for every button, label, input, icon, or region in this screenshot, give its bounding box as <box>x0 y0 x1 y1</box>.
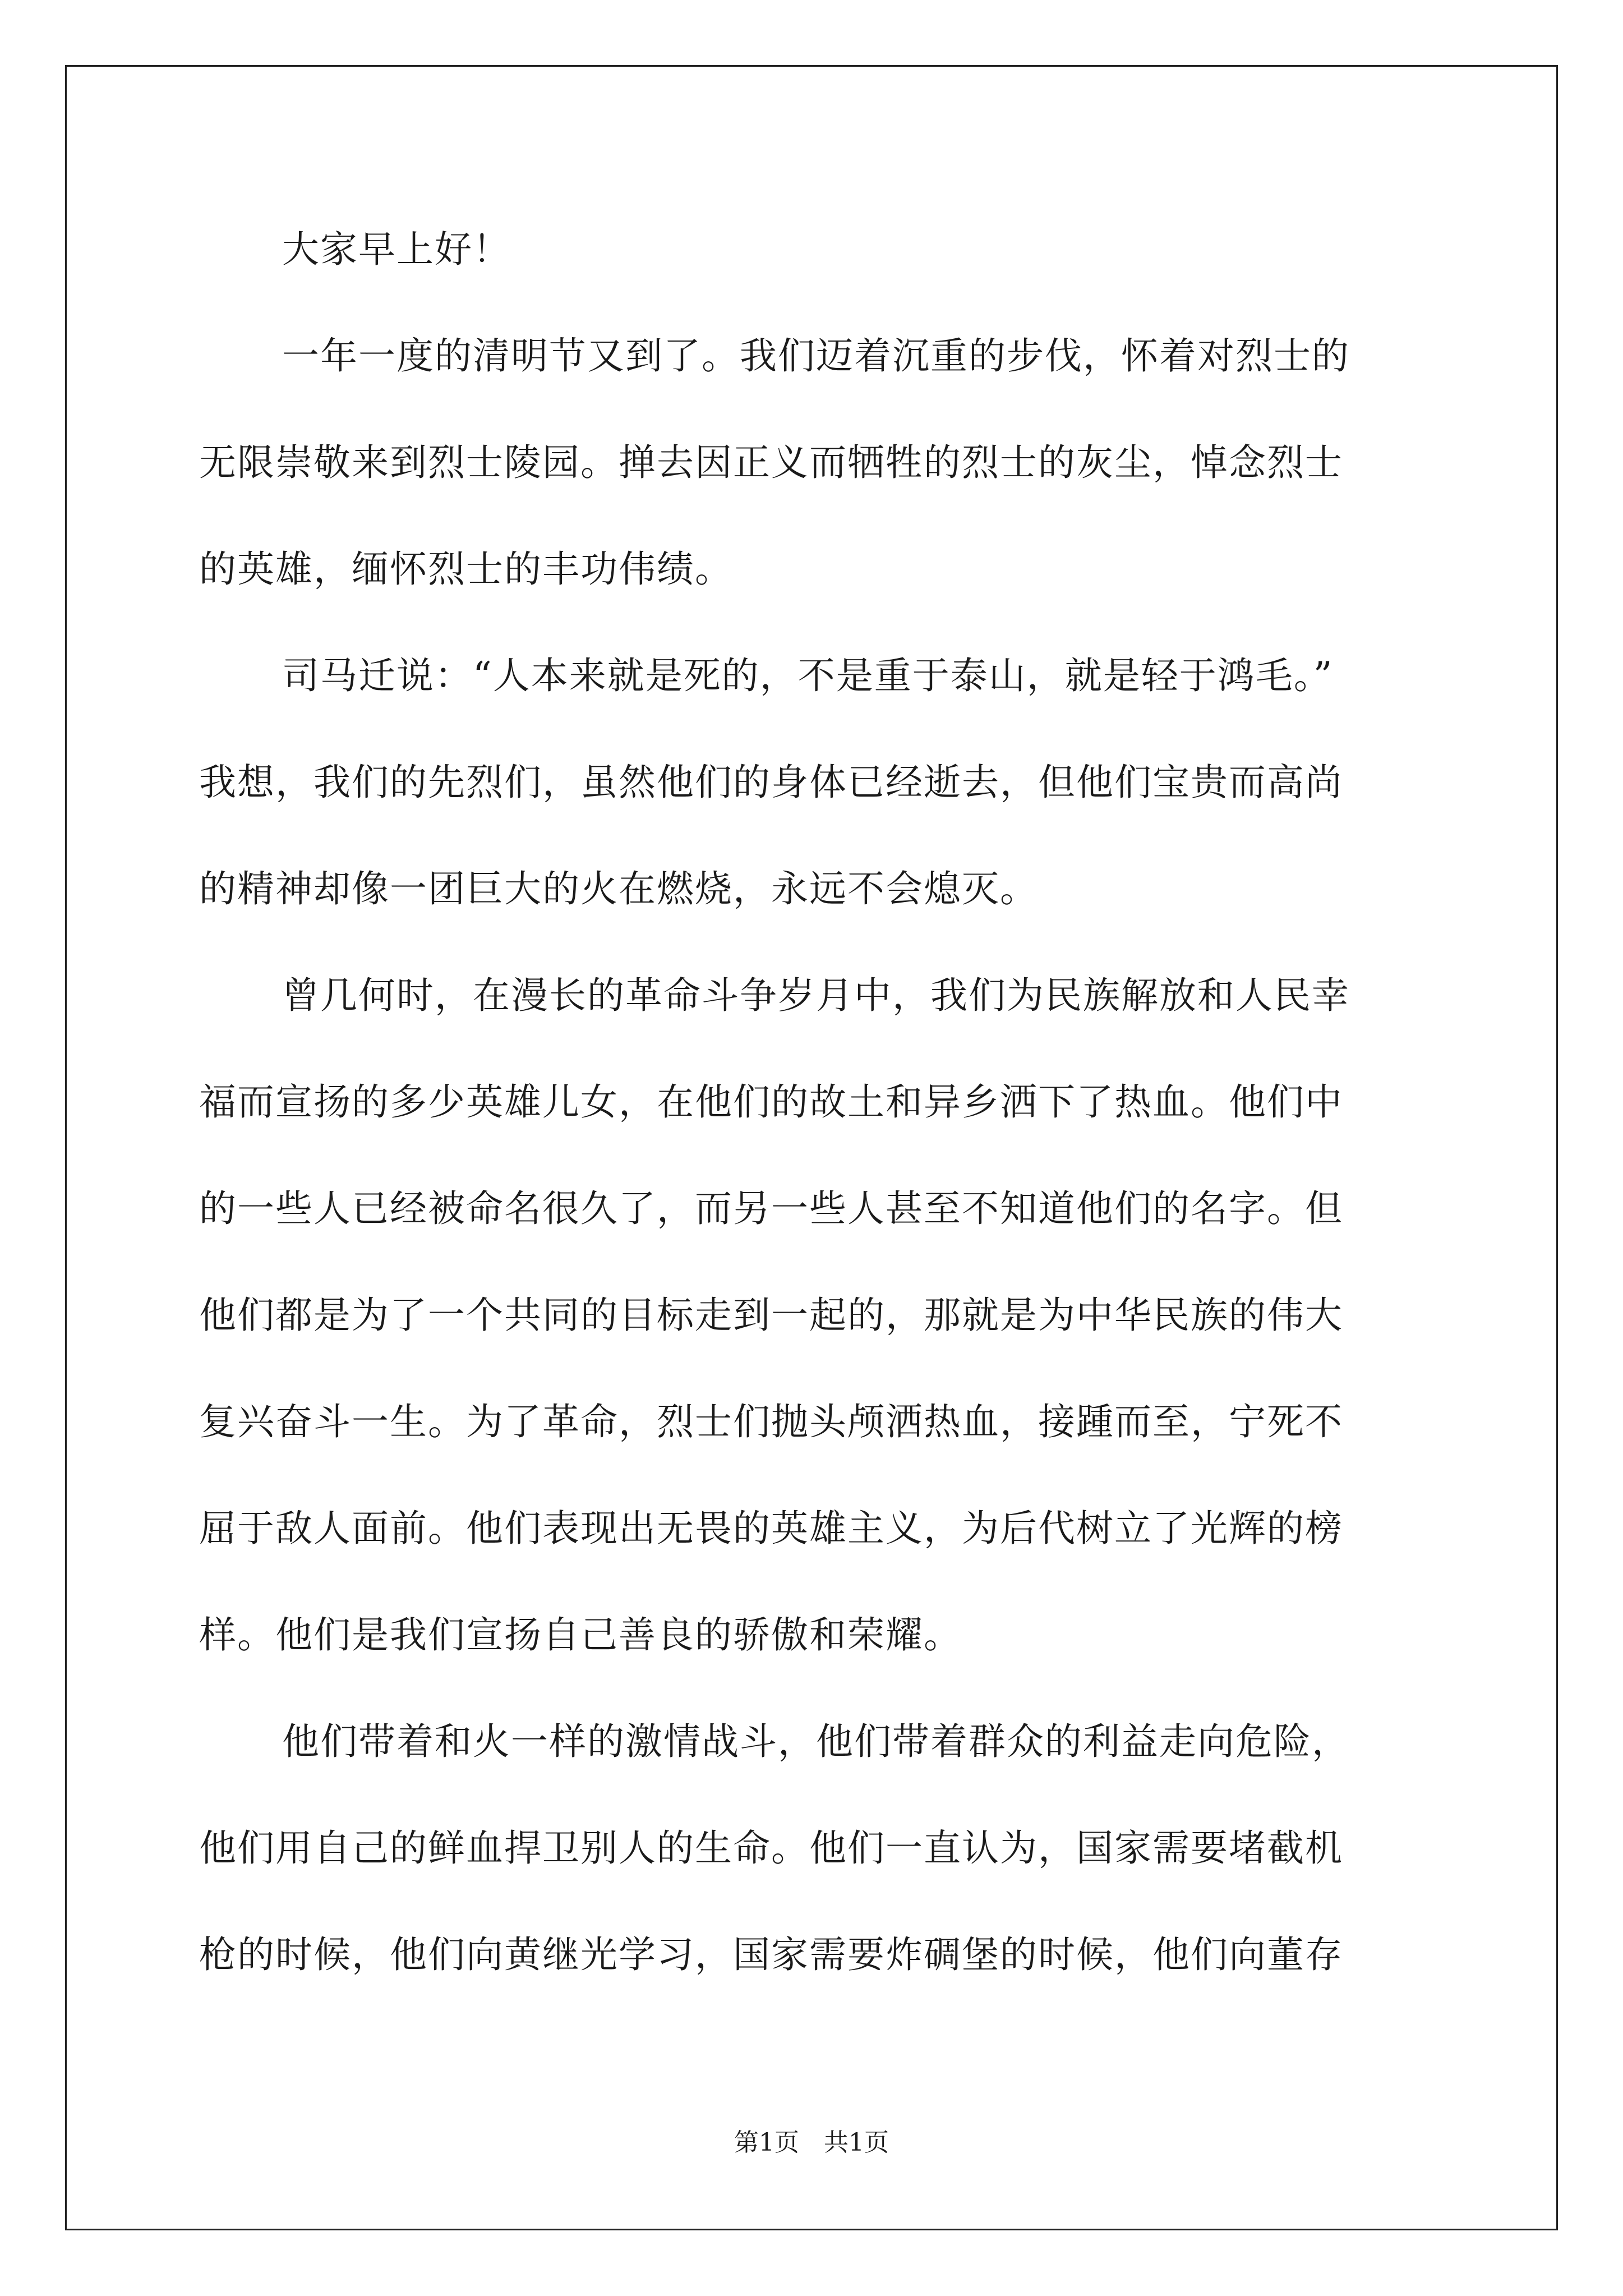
text-line: 司马迁说：“人本来就是死的，不是重于泰山，就是轻于鸿毛。” <box>282 654 1334 697</box>
text-line: 福而宣扬的多少英雄儿女，在他们的故土和异乡洒下了热血。他们中 <box>199 1080 1343 1124</box>
text-line: 他们带着和火一样的激情战斗，他们带着群众的利益走向危险， <box>282 1720 1350 1763</box>
text-line: 的英雄，缅怀烈士的丰功伟绩。 <box>199 547 733 591</box>
text-line: 样。他们是我们宣扬自己善良的骄傲和荣耀。 <box>199 1613 962 1657</box>
text-line: 无限崇敬来到烈士陵园。掸去因正义而牺牲的烈士的灰尘，悼念烈士 <box>199 441 1343 484</box>
document-body <box>199 216 1433 2028</box>
text-line: 我想，我们的先烈们，虽然他们的身体已经逝去，但他们宝贵而高尚 <box>199 761 1343 804</box>
page-footer: 第1页 共1页 <box>734 2128 889 2157</box>
text-line: 曾几何时，在漫长的革命斗争岁月中，我们为民族解放和人民幸 <box>282 974 1350 1017</box>
text-line: 他们都是为了一个共同的目标走到一起的，那就是为中华民族的伟大 <box>199 1294 1343 1337</box>
text-line: 的精神却像一团巨大的火在燃烧，永远不会熄灭。 <box>199 867 1038 910</box>
text-line: 他们用自己的鲜血捍卫别人的生命。他们一直认为，国家需要堵截机 <box>199 1826 1343 1870</box>
text-line: 的一些人已经被命名很久了，而另一些人甚至不知道他们的名字。但 <box>199 1187 1343 1230</box>
text-line: 复兴奋斗一生。为了革命，烈士们抛头颅洒热血，接踵而至，宁死不 <box>199 1400 1343 1443</box>
text-line: 枪的时候，他们向黄继光学习，国家需要炸碉堡的时候，他们向董存 <box>199 1933 1343 1976</box>
text-line: 大家早上好！ <box>282 228 511 271</box>
text-line: 屈于敌人面前。他们表现出无畏的英雄主义，为后代树立了光辉的榜 <box>199 1507 1343 1550</box>
text-line: 一年一度的清明节又到了。我们迈着沉重的步伐，怀着对烈士的 <box>282 334 1350 378</box>
